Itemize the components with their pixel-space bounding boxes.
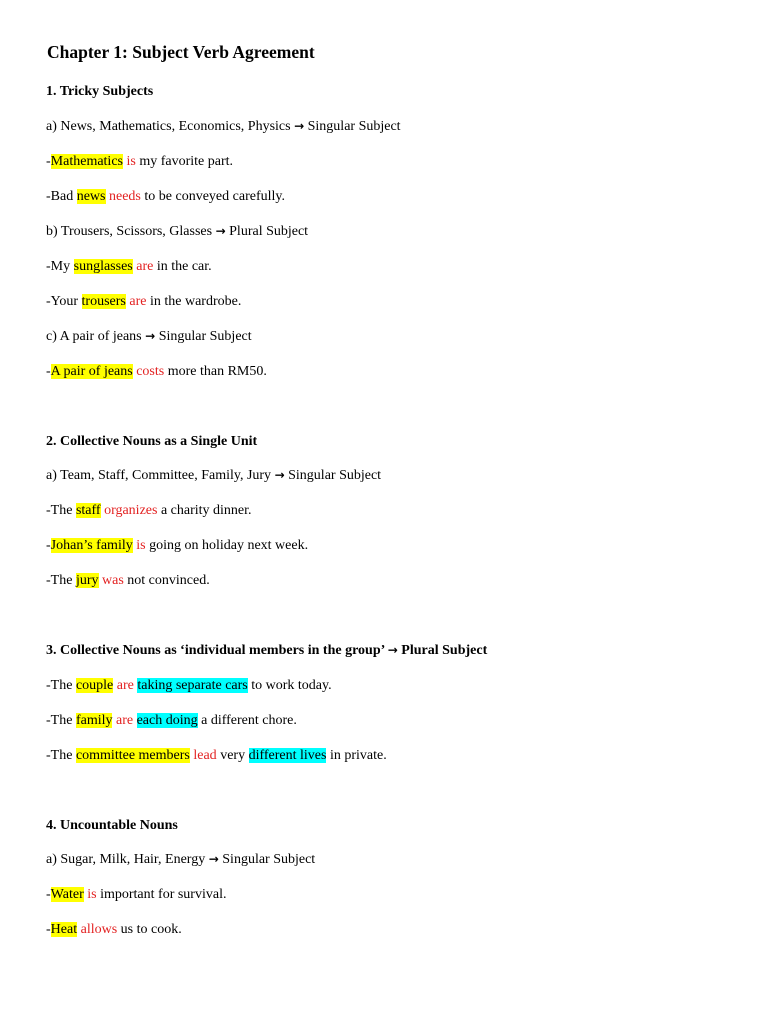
heading-result: Plural Subject <box>397 643 488 658</box>
rule-result: Singular Subject <box>155 329 252 344</box>
verb: lead <box>193 748 217 763</box>
heading-text: 3. Collective Nouns as ‘individual members in the group’ <box>46 643 388 658</box>
rule-text: a) News, Mathematics, Economics, Physics <box>46 119 295 134</box>
subject-highlight: trousers <box>81 294 126 309</box>
verb: allows <box>80 922 118 937</box>
prefix: -The <box>46 748 76 763</box>
section-4-rule-a <box>46 851 315 868</box>
example-sentence <box>46 502 252 519</box>
subject-highlight: staff <box>75 503 101 518</box>
example-sentence <box>46 921 182 938</box>
subject-highlight: Johan’s family <box>50 538 133 553</box>
rest: a charity dinner. <box>157 503 252 518</box>
right-arrow-icon: → <box>294 119 305 133</box>
prefix: -Your <box>46 294 82 309</box>
rule-text: c) A pair of jeans <box>46 329 146 344</box>
prefix: -The <box>46 713 76 728</box>
example-sentence <box>46 153 233 170</box>
verb: is <box>126 154 136 169</box>
prefix: -The <box>46 678 76 693</box>
rest: us to cook. <box>117 922 182 937</box>
example-sentence <box>46 677 332 694</box>
rest: in the wardrobe. <box>146 294 242 309</box>
section-2-rule-a <box>46 467 381 484</box>
rest: important for survival. <box>96 887 227 902</box>
prefix: -The <box>46 573 76 588</box>
section-1-heading: 1. Tricky Subjects <box>46 84 154 99</box>
phrase-highlight: each doing <box>136 713 198 728</box>
rest: a different chore. <box>197 713 297 728</box>
subject-highlight: committee members <box>75 748 190 763</box>
verb: is <box>136 538 146 553</box>
rest: in private. <box>326 748 387 763</box>
example-sentence <box>46 747 387 764</box>
example-sentence <box>46 537 308 554</box>
rule-text: a) Sugar, Milk, Hair, Energy <box>46 852 209 867</box>
example-sentence <box>46 293 241 310</box>
example-sentence <box>46 572 210 589</box>
example-sentence <box>46 188 285 205</box>
prefix: - <box>46 538 51 553</box>
right-arrow-icon: → <box>215 224 226 238</box>
subject-highlight: A pair of jeans <box>50 364 133 379</box>
verb: are <box>116 678 134 693</box>
rest: going on holiday next week. <box>145 538 309 553</box>
subject-highlight: jury <box>75 573 99 588</box>
subject-highlight: couple <box>75 678 114 693</box>
subject-highlight: family <box>75 713 113 728</box>
subject-highlight: Water <box>50 887 84 902</box>
section-1-rule-a <box>46 118 401 135</box>
section-4-heading: 4. Uncountable Nouns <box>46 818 178 833</box>
rule-result: Singular Subject <box>218 852 316 867</box>
section-3-heading <box>46 642 487 659</box>
example-sentence <box>46 363 267 380</box>
chapter-title: Chapter 1: Subject Verb Agreement <box>47 42 315 62</box>
rest: to work today. <box>247 678 332 693</box>
section-1-rule-b <box>46 223 308 240</box>
rest: more than RM50. <box>164 364 267 379</box>
right-arrow-icon: → <box>274 468 285 482</box>
verb: is <box>87 887 97 902</box>
rule-text: a) Team, Staff, Committee, Family, Jury <box>46 468 275 483</box>
example-sentence <box>46 258 212 275</box>
rest: in the car. <box>153 259 212 274</box>
prefix: - <box>46 364 51 379</box>
subject-highlight: news <box>76 189 106 204</box>
verb: organizes <box>104 503 158 518</box>
verb: costs <box>136 364 165 379</box>
rule-result: Singular Subject <box>284 468 382 483</box>
right-arrow-icon: → <box>145 329 156 343</box>
subject-highlight: sunglasses <box>73 259 133 274</box>
prefix: -My <box>46 259 74 274</box>
verb: are <box>129 294 147 309</box>
prefix: - <box>46 922 51 937</box>
rest: to be conveyed carefully. <box>140 189 285 204</box>
phrase-highlight: different lives <box>248 748 327 763</box>
right-arrow-icon: → <box>208 852 219 866</box>
section-2-heading: 2. Collective Nouns as a Single Unit <box>46 434 258 449</box>
rest: not convinced. <box>123 573 210 588</box>
right-arrow-icon: → <box>387 643 398 657</box>
middle: very <box>216 748 249 763</box>
verb: needs <box>109 189 141 204</box>
prefix: - <box>46 154 51 169</box>
verb: was <box>102 573 124 588</box>
rule-result: Plural Subject <box>225 224 309 239</box>
phrase-highlight: taking separate cars <box>137 678 248 693</box>
example-sentence <box>46 886 226 903</box>
prefix: -Bad <box>46 189 77 204</box>
rest: my favorite part. <box>135 154 234 169</box>
rule-result: Singular Subject <box>304 119 401 134</box>
prefix: - <box>46 887 51 902</box>
prefix: -The <box>46 503 76 518</box>
subject-highlight: Heat <box>50 922 78 937</box>
verb: are <box>115 713 134 728</box>
rule-text: b) Trousers, Scissors, Glasses <box>46 224 216 239</box>
example-sentence <box>46 712 297 729</box>
section-1-rule-c <box>46 328 252 345</box>
verb: are <box>136 259 154 274</box>
subject-highlight: Mathematics <box>50 154 123 169</box>
